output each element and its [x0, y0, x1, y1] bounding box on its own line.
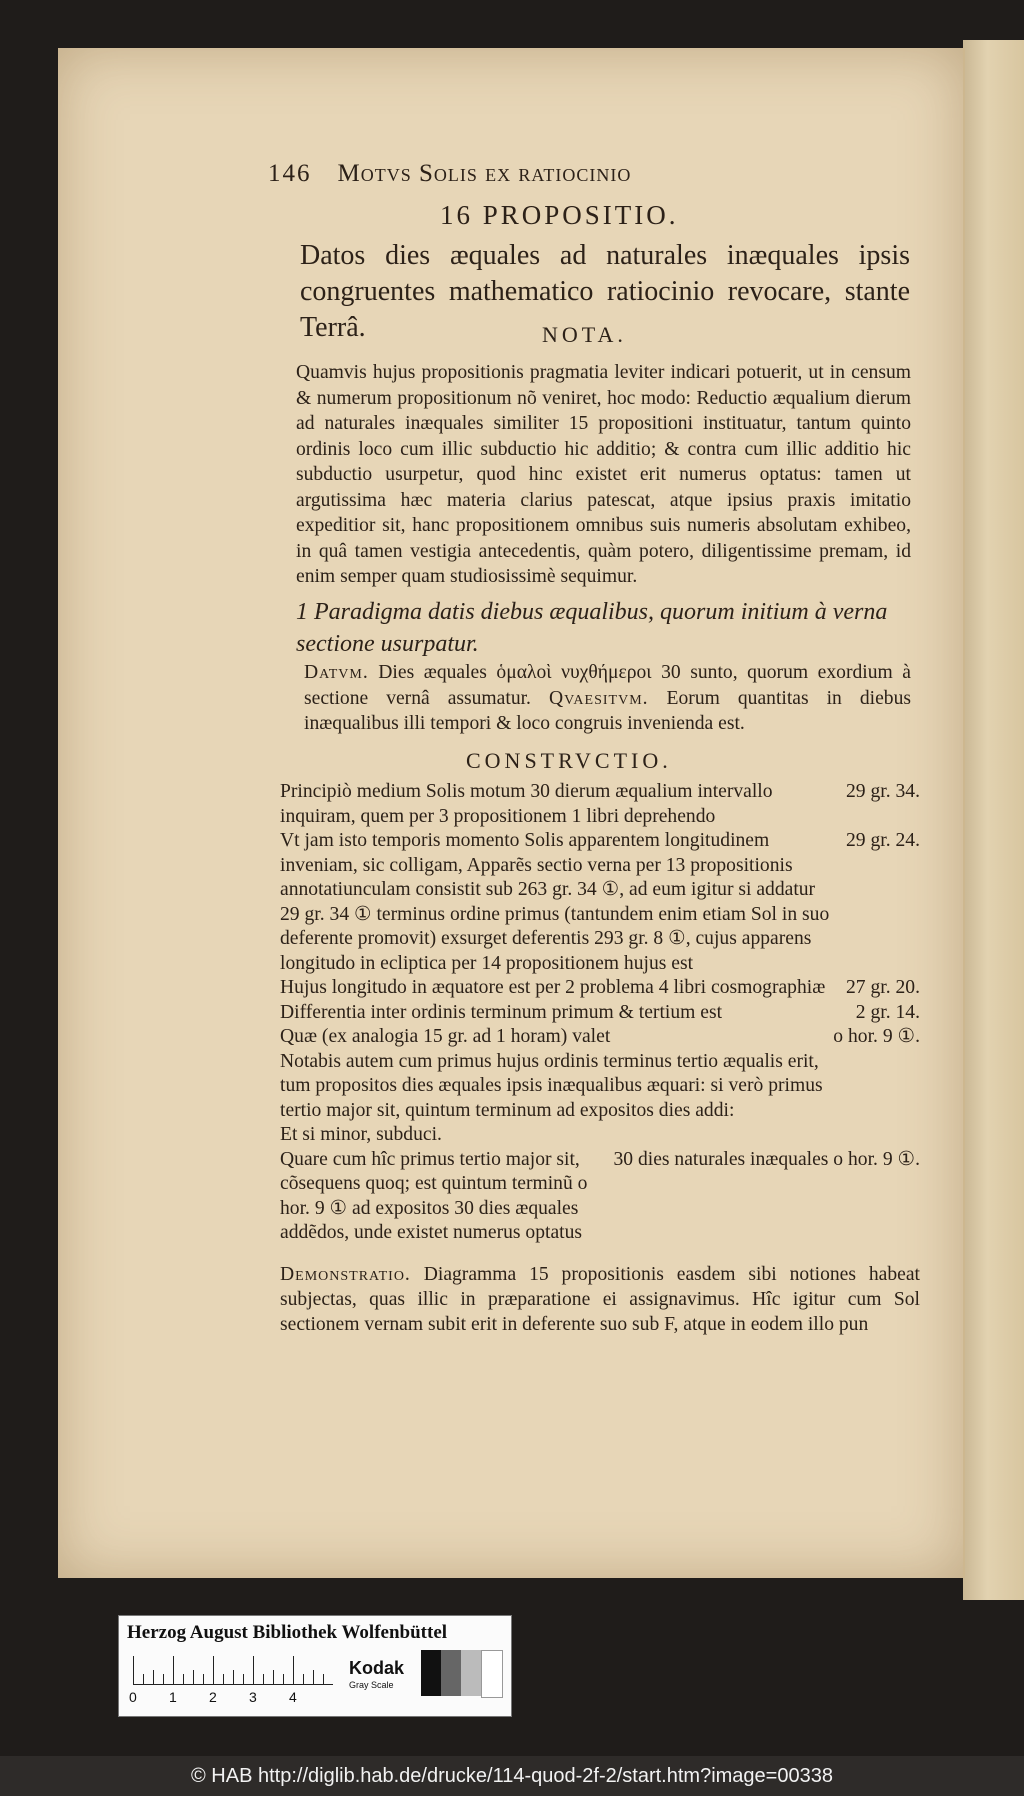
paradigma-heading: 1 Paradigma datis diebus æqualibus, quorum initium à verna sectione usurpatur. — [296, 599, 888, 657]
ruler-number: 2 — [209, 1689, 217, 1705]
ruler-tick — [173, 1656, 174, 1684]
constructio-heading: CONSTRVCTIO. — [466, 748, 672, 773]
ruler-tick — [233, 1670, 234, 1684]
ruler-tick — [193, 1670, 194, 1684]
running-head — [268, 160, 828, 188]
row-text: Quare cum hîc primus tertio major sit, cõsequens quoq; est quintum terminũ o hor. 9 ① ad expositos 30 dies æquales addẽdos, unde existet numerus optatus — [280, 1148, 588, 1243]
construction-table — [280, 780, 920, 1246]
construction-row — [280, 780, 920, 829]
gray-scale-caption: Gray Scale — [349, 1680, 394, 1690]
ruler-tick — [253, 1656, 254, 1684]
ruler-tick — [133, 1656, 134, 1684]
row-value: 2 gr. 14. — [855, 1001, 920, 1023]
row-text: Notabis autem cum primus hujus ordinis terminus tertio æqualis erit, tum propositos dies æquales ipsis inæqualibus æquari: si verò primus tertio major sit, quintum terminum ad expositos dies addi: — [280, 1050, 823, 1121]
library-label-title: Herzog August Bibliothek Wolfenbüttel — [127, 1622, 448, 1643]
ruler-tick — [143, 1674, 144, 1684]
gray-swatch-white — [481, 1650, 503, 1698]
row-text: Quæ (ex analogia 15 gr. ad 1 horam) valet — [280, 1026, 611, 1047]
ruler-tick — [153, 1670, 154, 1684]
copyright-footer: © HAB http://diglib.hab.de/drucke/114-quod-2f-2/start.htm?image=00338 — [0, 1756, 1024, 1796]
ruler-tick — [163, 1674, 164, 1684]
ruler-tick — [293, 1656, 294, 1684]
construction-row — [280, 1148, 920, 1246]
demonstratio-label: Demonstratio. — [280, 1264, 411, 1285]
datum-paragraph — [304, 660, 911, 737]
kodak-logo: Kodak — [349, 1658, 405, 1678]
row-value: o hor. 9 ①. — [833, 1026, 920, 1047]
ruler-tick — [213, 1656, 214, 1684]
ruler-tick — [273, 1670, 274, 1684]
ruler-tick — [183, 1674, 184, 1684]
gray-swatch-mid — [441, 1650, 461, 1696]
row-value: 30 dies naturales inæquales o hor. 9 ①. — [613, 1148, 920, 1170]
ruler-tick — [283, 1674, 284, 1684]
ruler-number: 0 — [129, 1689, 137, 1705]
row-value: 29 gr. 24. — [845, 830, 920, 851]
row-text: Principiò medium Solis motum 30 dierum æqualium intervallo inquiram, quem per 3 propositionem 1 libri deprehendo — [280, 781, 773, 827]
next-page-edge — [963, 40, 1024, 1600]
ruler-tick — [203, 1674, 204, 1684]
construction-row — [280, 976, 920, 1001]
page-number: 146 — [268, 160, 312, 187]
ruler-tick — [303, 1674, 304, 1684]
ruler-tick — [263, 1674, 264, 1684]
construction-row — [280, 1050, 920, 1124]
datum-label: Datvm. — [304, 662, 369, 683]
nota-heading: NOTA. — [542, 322, 627, 347]
ruler-number: 3 — [249, 1689, 257, 1705]
datum-text: Dies æquales ὁμαλοὶ νυχθήμεροι 30 sunto, quorum exordium à sectione vernâ assumatur. — [304, 662, 912, 709]
row-text: Hujus longitudo in æquatore est per 2 problema 4 libri cosmographiæ — [280, 977, 826, 998]
quaesitum-text: Eorum quantitas in diebus inæqualibus illi tempori & loco congruis invenienda est. — [304, 687, 911, 734]
gray-swatch-light — [461, 1650, 481, 1696]
row-text: Et si minor, subduci. — [280, 1124, 442, 1145]
ruler-tick — [243, 1674, 244, 1684]
ruler-number: 1 — [169, 1689, 177, 1705]
construction-row — [280, 1025, 920, 1050]
running-head-title: Motvs Solis ex ratiocinio — [337, 160, 632, 187]
demonstratio-paragraph — [280, 1262, 920, 1337]
proposition-statement: Datos dies æquales ad naturales inæquales ipsis congruentes mathematico ratiocinio revocare, stante Terrâ. — [300, 240, 910, 343]
row-value: 29 gr. 34. — [845, 781, 920, 802]
row-value — [840, 1123, 920, 1148]
proposition-title: 16 PROPOSITIO. — [440, 200, 679, 230]
row-text: Differentia inter ordinis terminum primum & tertium est — [280, 1001, 723, 1023]
row-value — [840, 1050, 920, 1124]
ruler-tick — [323, 1674, 324, 1684]
row-value: 27 gr. 20. — [845, 977, 920, 998]
demonstratio-text: Diagramma 15 propositionis easdem sibi notiones habeat subjectas, quas illic in præparatione ei assignavimus. Hîc igitur cum Sol sectionem vernam subit erit in deferente suo sub F, atque in eodem illo pun — [280, 1264, 921, 1335]
row-text: Vt jam isto temporis momento Solis apparentem longitudinem inveniam, sic colligam, Apparẽs sectio verna per 13 propositionis annotatiunculam consistit sub 263 gr. 34 ①, ad eum igitur si addatur 29 gr. 34 ① terminus ordine primus (tantundem enim etiam Sol in suo deferente promovit) exsurget deferentis 293 gr. 8 ①, cujus apparens longitudo in ecliptica per 14 propositionem hujus est — [280, 830, 830, 974]
quaesitum-label: Qvaesitvm. — [548, 687, 649, 709]
construction-row — [280, 1001, 920, 1026]
nota-paragraph: Quamvis hujus propositionis pragmatia leviter indicari potuerit, ut in censum & numerum propositionum nõ veniret, hoc modo: Reductio æqualium dierum ad naturales inæquales similiter 15 propositioni instituatur, tantum quinto ordinis loco cum illic subductio hic additio; & contra cum illic additio hic subductio usurpetur, quod hinc existet erit numerus optatus: tamen ut argutissima hæc materia clarius patescat, atque ipsius praxis imitatio expeditior sit, hanc propositionem omnibus suis numeris absolutam exhibeo, in quâ tamen vestigia antecedentis, quàm potero, diligentissime premam, id enim semper quam studiosissimè sequimur. — [296, 362, 911, 587]
library-label-card — [118, 1615, 512, 1717]
ruler-number: 4 — [289, 1689, 297, 1705]
construction-row — [280, 1123, 920, 1148]
construction-row — [280, 829, 920, 976]
gray-swatch-black — [421, 1650, 441, 1696]
ruler-tick — [223, 1674, 224, 1684]
ruler-scale — [133, 1656, 333, 1685]
ruler-tick — [313, 1670, 314, 1684]
